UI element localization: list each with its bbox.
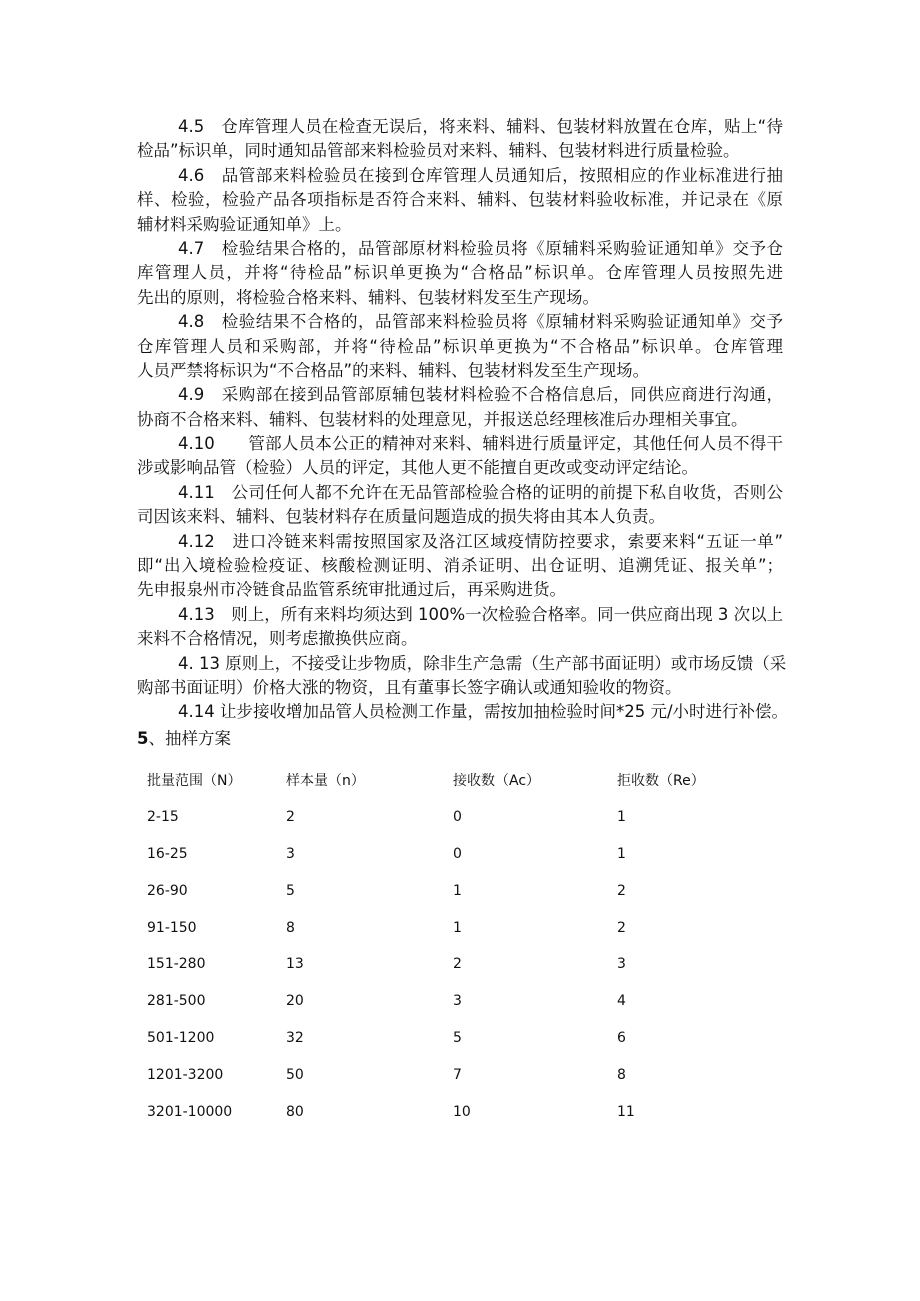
document-body xyxy=(137,115,789,752)
table-cell: 281-500 xyxy=(147,993,206,1010)
table-cell: 5 xyxy=(453,1029,462,1046)
paragraph-line: 仓库管理人员和采购部，并将“待检品”标识单更换为“不合格品”标识单。仓库管理 xyxy=(137,336,783,356)
table-cell: 3 xyxy=(617,956,626,973)
table-row xyxy=(137,1020,767,1057)
paragraph xyxy=(137,164,783,237)
table-cell: 8 xyxy=(617,1066,626,1083)
table-row xyxy=(137,799,767,836)
paragraph xyxy=(137,700,789,724)
table-cell: 32 xyxy=(286,1029,304,1046)
table-row xyxy=(137,946,767,983)
table-row xyxy=(137,909,767,946)
column-header: 批量范围（N） xyxy=(147,773,242,790)
paragraph-line: 4.11 公司任何人都不允许在无品管部检验合格的证明的前提下私自收货，否则公 xyxy=(178,482,783,502)
table-cell: 8 xyxy=(286,919,295,936)
table-row xyxy=(137,1093,767,1130)
paragraph xyxy=(137,652,787,701)
table-cell: 1 xyxy=(617,845,626,862)
paragraph-line: 库管理人员，并将“待检品”标识单更换为“合格品”标识单。仓库管理人员按照先进 xyxy=(137,263,783,283)
table-cell: 4 xyxy=(617,993,626,1010)
table-cell: 50 xyxy=(286,1066,304,1083)
table-cell: 0 xyxy=(453,809,462,826)
table-cell: 10 xyxy=(453,1103,471,1120)
paragraph xyxy=(137,115,783,164)
table-cell: 26-90 xyxy=(147,882,188,899)
table-cell: 11 xyxy=(617,1103,635,1120)
paragraph-line: 4.5 仓库管理人员在检查无误后，将来料、辅料、包装材料放置在仓库，贴上“待 xyxy=(178,117,783,136)
paragraph-line: 4.13 则上，所有来料均须达到 100%一次检验合格率。同一供应商出现 3 次以上 xyxy=(178,604,784,624)
paragraph-line: 4.14 让步接收增加品管人员检测工作量，需按加抽检验时间*25 元/小时进行补偿。 xyxy=(178,702,789,722)
paragraph xyxy=(137,530,783,603)
table-cell: 91-150 xyxy=(147,919,197,936)
paragraph-line: 先申报泉州市冷链食品监管系统审批通过后，再采购进货。 xyxy=(137,580,566,600)
table-cell: 2 xyxy=(453,956,462,973)
paragraph-line: 检品”标识单，同时通知品管部来料检验员对来料、辅料、包装材料进行质量检验。 xyxy=(137,141,740,161)
table-header-row xyxy=(137,762,767,799)
paragraph-line: 4.9 采购部在接到品管部原辅包装材料检验不合格信息后，同供应商进行沟通， xyxy=(178,385,783,405)
section-heading xyxy=(137,726,783,752)
table-cell: 1 xyxy=(617,809,626,826)
paragraph-line: 人员严禁将标识为“不合格品”的来料、辅料、包装材料发至生产现场。 xyxy=(137,360,650,380)
table-cell: 16-25 xyxy=(147,845,188,862)
paragraph-line: 4.6 品管部来料检验员在接到仓库管理人员通知后，按照相应的作业标准进行抽 xyxy=(178,165,783,185)
paragraph-line: 4.10 管部人员本公正的精神对来料、辅料进行质量评定，其他任何人员不得干 xyxy=(178,434,783,454)
table-cell: 3 xyxy=(453,993,462,1010)
paragraph-line: 协商不合格来料、辅料、包装材料的处理意见，并报送总经理核准后办理相关事宜。 xyxy=(137,409,748,429)
table-cell: 13 xyxy=(286,956,304,973)
column-header: 样本量（n） xyxy=(286,773,365,790)
table-cell: 1 xyxy=(453,919,462,936)
paragraph xyxy=(137,383,783,432)
sampling-plan-table xyxy=(137,762,767,1130)
paragraph-line: 4. 13 原则上，不接受让步物质，除非生产急需（生产部书面证明）或市场反馈（采 xyxy=(178,653,787,673)
paragraph-line: 涉或影响品管（检验）人员的评定，其他人更不能擅自更改或变动评定结论。 xyxy=(137,458,698,478)
table-cell: 7 xyxy=(453,1066,462,1083)
paragraph-line: 4.7 检验结果合格的，品管部原材料检验员将《原辅料采购验证通知单》交予仓 xyxy=(178,238,783,258)
table-row xyxy=(137,872,767,909)
table-cell: 1 xyxy=(453,882,462,899)
section-title: 、抽样方案 xyxy=(148,728,231,748)
table-cell: 2 xyxy=(617,919,626,936)
paragraph xyxy=(137,237,783,310)
paragraph-line: 样、检验，检验产品各项指标是否符合来料、辅料、包装材料验收标准，并记录在《原 xyxy=(137,190,783,210)
paragraph-line: 即“出入境检验检疫证、核酸检测证明、消杀证明、出仓证明、追溯凭证、报关单”； xyxy=(137,556,783,576)
paragraph xyxy=(137,432,783,481)
table-cell: 2 xyxy=(617,882,626,899)
table-cell: 1201-3200 xyxy=(147,1066,224,1083)
section-number: 5 xyxy=(137,728,149,748)
paragraph-line: 4.12 进口冷链来料需按照国家及洛江区域疫情防控要求，索要来料“五证一单” xyxy=(178,531,783,551)
column-header: 接收数（Ac） xyxy=(453,773,541,790)
paragraph xyxy=(137,481,783,530)
paragraph-line: 司因该来料、辅料、包装材料存在质量问题造成的损失将由其本人负责。 xyxy=(137,507,665,527)
paragraph-line: 4.8 检验结果不合格的，品管部来料检验员将《原辅材料采购验证通知单》交予 xyxy=(178,312,783,332)
table-cell: 501-1200 xyxy=(147,1029,215,1046)
table-cell: 151-280 xyxy=(147,956,206,973)
table-cell: 2 xyxy=(286,809,295,826)
column-header: 拒收数（Re） xyxy=(617,773,705,790)
paragraph-line: 先出的原则，将检验合格来料、辅料、包装材料发至生产现场。 xyxy=(137,287,599,307)
paragraph-line: 来料不合格情况，则考虑撤换供应商。 xyxy=(137,629,418,649)
table-row xyxy=(137,983,767,1020)
paragraph xyxy=(137,310,783,383)
table-cell: 20 xyxy=(286,993,304,1010)
table-row xyxy=(137,1056,767,1093)
paragraph-line: 辅材料采购验证通知单》上。 xyxy=(137,214,352,234)
table-cell: 3201-10000 xyxy=(147,1103,233,1120)
paragraph xyxy=(137,603,783,652)
table-cell: 2-15 xyxy=(147,809,179,826)
table-row xyxy=(137,836,767,873)
table-cell: 80 xyxy=(286,1103,304,1120)
table-cell: 5 xyxy=(286,882,295,899)
table-cell: 6 xyxy=(617,1029,626,1046)
table-cell: 0 xyxy=(453,845,462,862)
paragraph-line: 购部书面证明）价格大涨的物资，且有董事长签字确认或通知验收的物资。 xyxy=(137,677,682,697)
table-cell: 3 xyxy=(286,845,295,862)
